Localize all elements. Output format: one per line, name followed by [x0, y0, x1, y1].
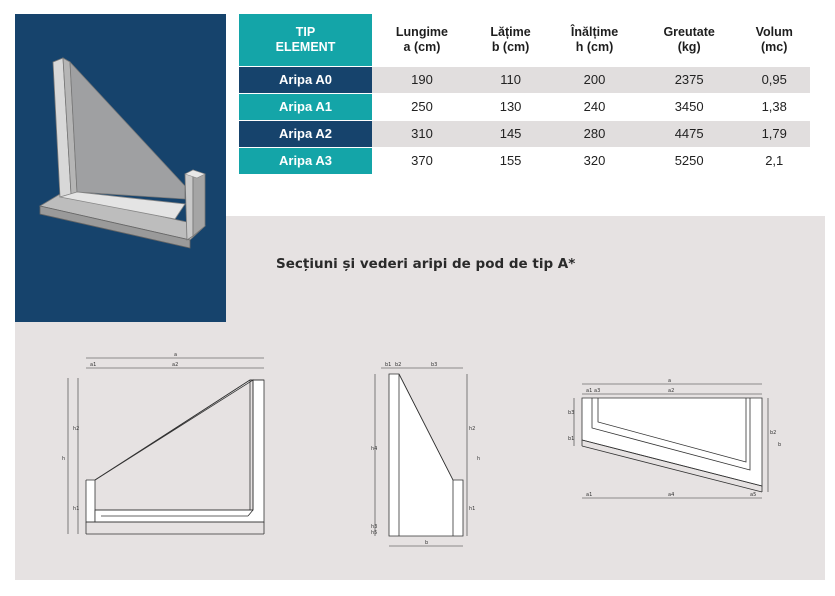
cell-volum: 1,79	[738, 120, 810, 147]
header-inaltime: Înălțime h (cm)	[549, 14, 640, 66]
dim-b1: b1	[385, 362, 392, 368]
table-row	[239, 147, 810, 174]
row-name: Aripa A0	[239, 66, 372, 93]
section-title: Secțiuni și vederi aripi de pod de tip A*	[276, 256, 576, 272]
cell-lungime: 370	[372, 147, 472, 174]
cell-latime: 155	[472, 147, 549, 174]
dim-h4: h4	[371, 446, 378, 452]
dim-b3: b3	[431, 362, 438, 368]
plan-view-drawing	[568, 378, 784, 504]
dim-b: b	[425, 540, 429, 546]
dim-a2: a2	[668, 388, 675, 394]
header-tip-element: TIP ELEMENT	[239, 14, 372, 66]
spec-table	[239, 14, 810, 174]
dim-h: h	[62, 456, 66, 462]
product-image-panel	[15, 14, 226, 322]
cell-greutate: 4475	[640, 120, 739, 147]
dim-h2: h2	[73, 426, 80, 432]
cell-inaltime: 240	[549, 93, 640, 120]
cell-inaltime: 200	[549, 66, 640, 93]
dim-h2: h2	[469, 426, 476, 432]
dim-a1: a1	[90, 362, 97, 368]
dim-a5: a5	[750, 492, 757, 498]
table-row	[239, 66, 810, 93]
table-header-row	[239, 14, 810, 66]
cell-lungime: 310	[372, 120, 472, 147]
row-name: Aripa A2	[239, 120, 372, 147]
front-section-drawing	[363, 360, 483, 552]
table-row	[239, 93, 810, 120]
header-lungime: Lungime a (cm)	[372, 14, 472, 66]
header-volum: Volum (mc)	[738, 14, 810, 66]
cell-latime: 145	[472, 120, 549, 147]
dim-a: a	[668, 378, 672, 384]
dim-a: a	[174, 352, 178, 358]
dim-b3: b3	[568, 410, 575, 416]
cell-volum: 0,95	[738, 66, 810, 93]
cell-greutate: 3450	[640, 93, 739, 120]
cell-lungime: 190	[372, 66, 472, 93]
side-elevation-drawing	[58, 350, 278, 540]
dim-a4: a4	[668, 492, 675, 498]
header-greutate: Greutate (kg)	[640, 14, 739, 66]
dim-a1: a1	[586, 388, 593, 394]
cell-greutate: 2375	[640, 66, 739, 93]
dim-b1: b1	[568, 436, 575, 442]
cell-volum: 1,38	[738, 93, 810, 120]
cell-greutate: 5250	[640, 147, 739, 174]
cell-lungime: 250	[372, 93, 472, 120]
dim-b: b	[778, 442, 782, 448]
cell-volum: 2,1	[738, 147, 810, 174]
dim-h5: h5	[371, 530, 378, 536]
dim-h: h	[477, 456, 481, 462]
bridge-wing-3d-image	[15, 14, 226, 322]
header-latime: Lățime b (cm)	[472, 14, 549, 66]
dim-b2: b2	[395, 362, 402, 368]
dim-a3: a3	[594, 388, 601, 394]
row-name: Aripa A1	[239, 93, 372, 120]
cell-latime: 110	[472, 66, 549, 93]
table-row	[239, 120, 810, 147]
dim-h3: h3	[371, 524, 378, 530]
cell-inaltime: 280	[549, 120, 640, 147]
cell-latime: 130	[472, 93, 549, 120]
dim-a2: a2	[172, 362, 179, 368]
dim-b2: b2	[770, 430, 777, 436]
dim-h1: h1	[469, 506, 476, 512]
dim-a1: a1	[586, 492, 593, 498]
cell-inaltime: 320	[549, 147, 640, 174]
dim-h1: h1	[73, 506, 80, 512]
row-name: Aripa A3	[239, 147, 372, 174]
